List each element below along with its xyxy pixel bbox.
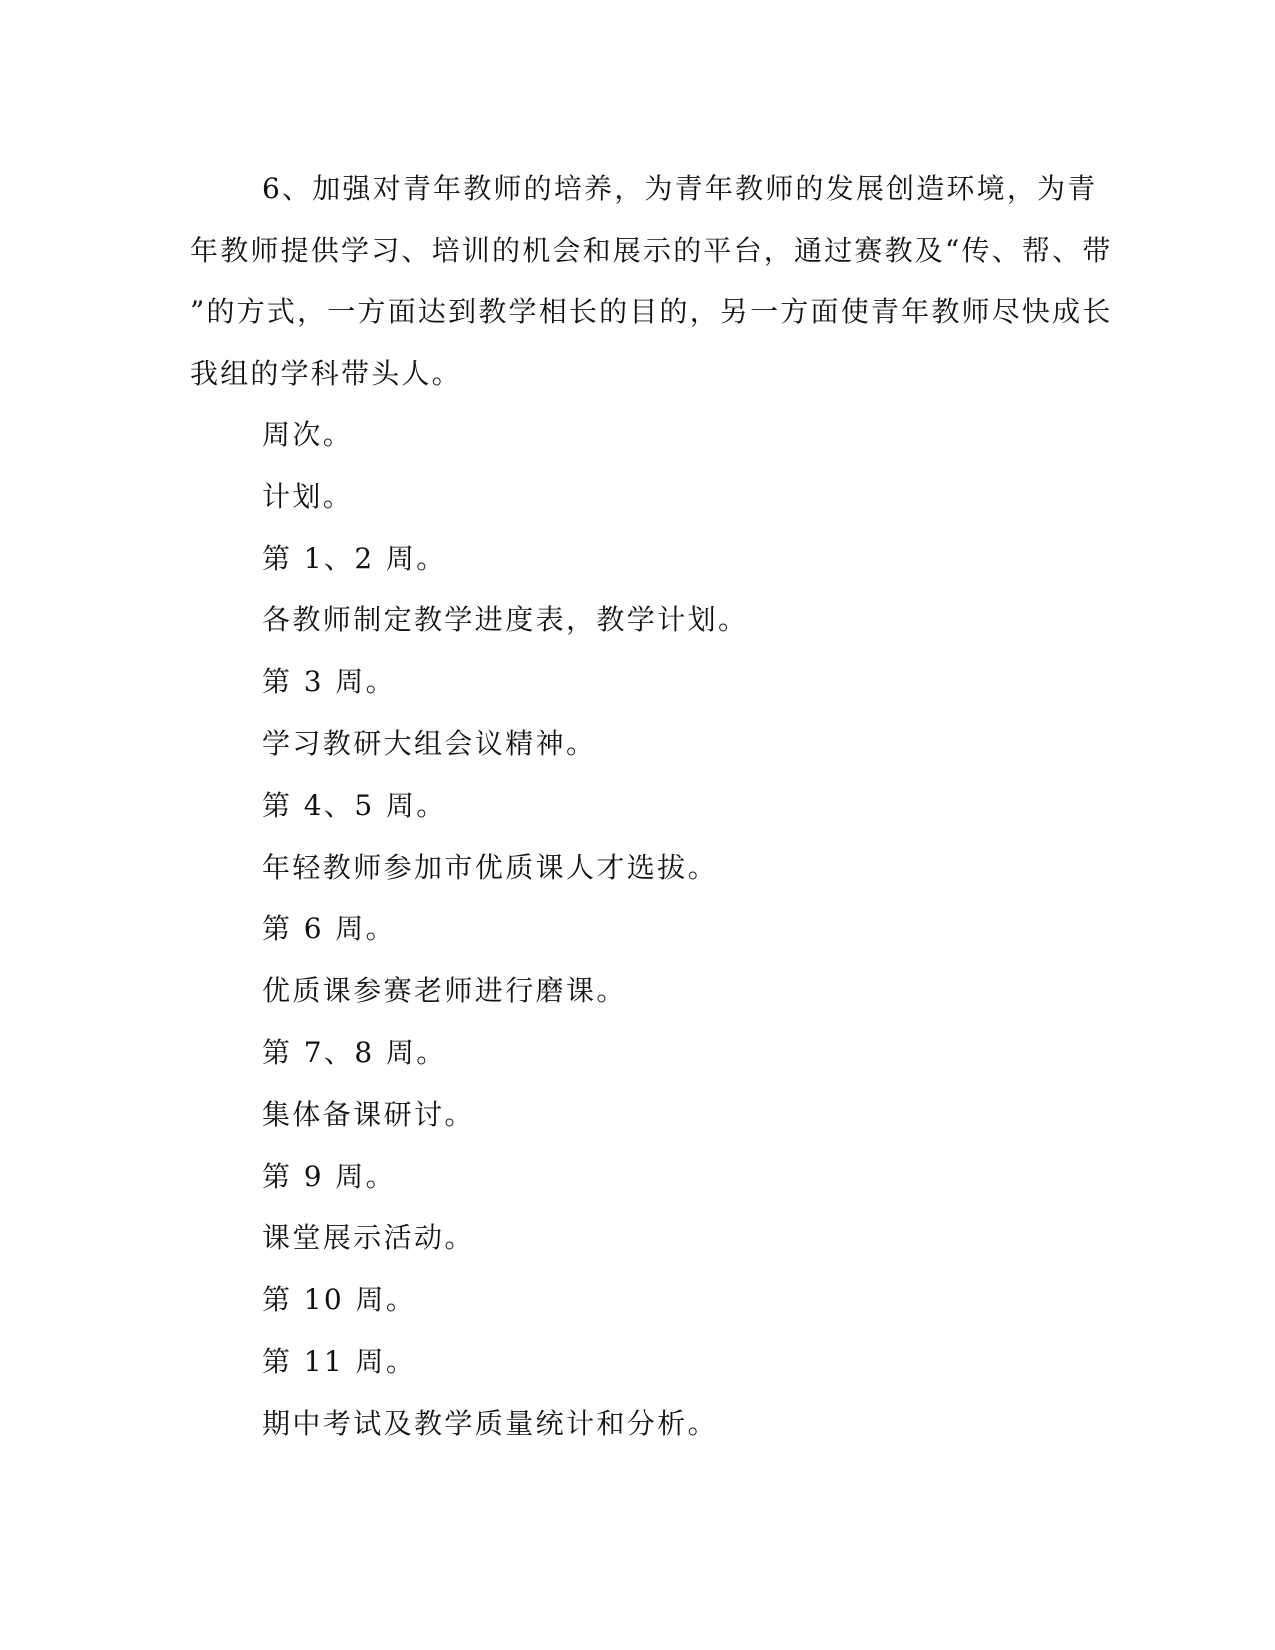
schedule-week: 第 3 周。 xyxy=(262,665,397,699)
schedule-week: 第 6 周。 xyxy=(262,912,397,946)
schedule-list xyxy=(190,404,1082,1455)
schedule-plan: 优质课参赛老师进行磨课。 xyxy=(262,974,627,1008)
intro-line: ”的方式，一方面达到教学相长的目的，另一方面使青年教师尽快成长 xyxy=(190,295,1113,328)
intro-line: 我组的学科带头人。 xyxy=(190,356,462,390)
intro-paragraph xyxy=(190,158,1113,404)
intro-line: 6、加强对青年教师的培养，为青年教师的发展创造环境，为青 xyxy=(262,172,1098,205)
schedule-week: 第 4、5 周。 xyxy=(262,788,447,822)
schedule-header-week: 周次。 xyxy=(262,418,354,451)
document-body xyxy=(190,158,1113,1455)
schedule-week: 第 1、2 周。 xyxy=(262,541,447,575)
schedule-plan: 学习教研大组会议精神。 xyxy=(262,726,597,760)
schedule-week: 第 11 周。 xyxy=(262,1344,417,1378)
schedule-header-plan: 计划。 xyxy=(262,479,354,513)
schedule-plan: 年轻教师参加市优质课人才选拔。 xyxy=(262,850,719,884)
schedule-plan: 期中考试及教学质量统计和分析。 xyxy=(262,1406,719,1440)
schedule-plan: 各教师制定教学进度表，教学计划。 xyxy=(262,603,749,637)
intro-line: 年教师提供学习、培训的机会和展示的平台，通过赛教及“传、帮、带 xyxy=(190,233,1113,267)
schedule-plan: 集体备课研讨。 xyxy=(262,1097,475,1131)
schedule-week: 第 10 周。 xyxy=(262,1283,417,1317)
schedule-week: 第 7、8 周。 xyxy=(262,1035,447,1069)
schedule-week: 第 9 周。 xyxy=(262,1159,397,1193)
schedule-plan: 课堂展示活动。 xyxy=(262,1221,475,1255)
